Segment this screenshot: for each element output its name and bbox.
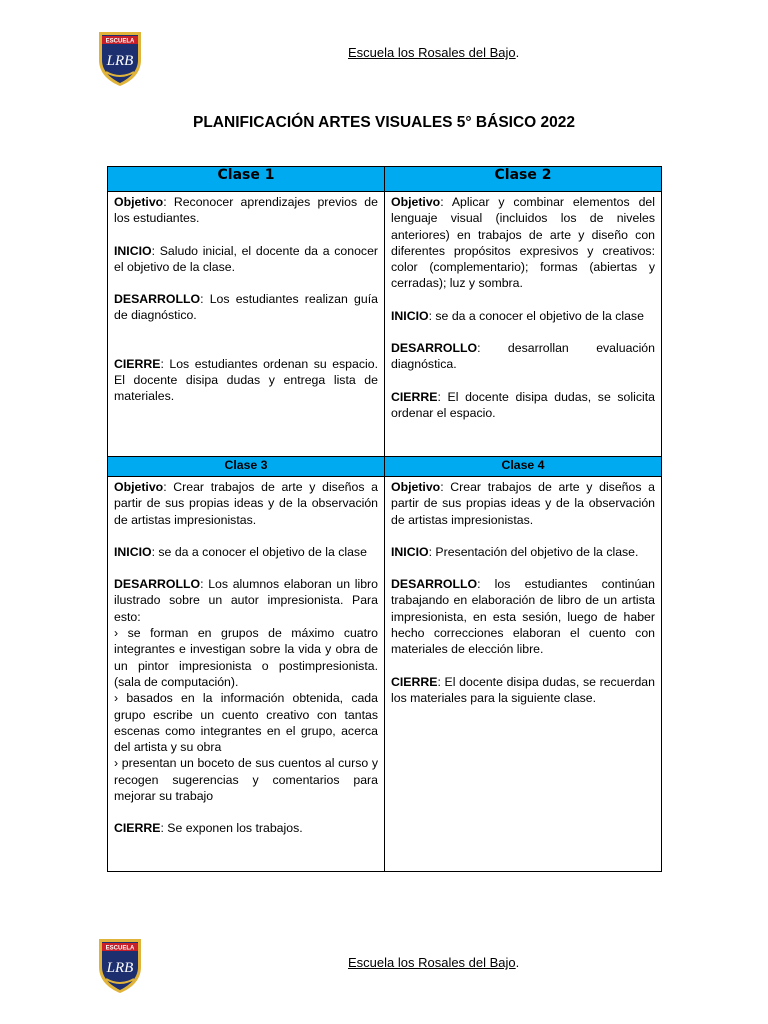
school-name-footer: Escuela los Rosales del Bajo. [348,955,520,970]
svg-text:ESCUELA: ESCUELA [105,38,135,45]
clase-2-header: Clase 2 [385,167,662,192]
clase-3-cell [108,477,385,872]
clase-1-header: Clase 1 [108,167,385,192]
desarrollo: DESARROLLO: los estudiantes continúan trabajando en elaboración de libro de un artista impresionista, en esta sesión, luego de haber hecho correcciones elaboran el cuento con materiales de elección libre. [391,577,655,657]
desarrollo: DESARROLLO: Los alumnos elaboran un libro ilustrado sobre un autor impresionista. Para esto: › se forman en grupos de máximo cuatro integrantes e investigan sobre la vida y obra de un pintor impresionista o postimpresionista. (sala de computación). › basados en la información obtenida, cada grupo escribe un cuento creativo con tantas escenas como integrantes en el grupo, acerca del artista y su obra › presentan un boceto de sus cuentos al curso y recogen sugerencias y comentarios para mejorar su trabajo [114,577,378,804]
svg-text:LRB: LRB [106,53,134,69]
svg-text:ESCUELA: ESCUELA [105,945,135,952]
clase-3-header: Clase 3 [108,457,385,477]
school-name-header: Escuela los Rosales del Bajo. [348,45,520,60]
school-logo-footer [95,935,145,995]
clase-4-header: Clase 4 [385,457,662,477]
objetivo: Objetivo: Crear trabajos de arte y diseños a partir de sus propias ideas y de la observación de artistas impresionistas. [114,480,378,527]
objetivo: Objetivo: Crear trabajos de arte y diseños a partir de sus propias ideas y de la observación de artistas impresionistas. [391,480,655,527]
cierre: CIERRE: Se exponen los trabajos. [114,821,303,836]
cierre: CIERRE: El docente disipa dudas, se solicita ordenar el espacio. [391,389,655,420]
clase-2-cell [385,192,662,457]
svg-text:LRB: LRB [106,960,134,976]
inicio: INICIO: se da a conocer el objetivo de la clase [391,308,644,323]
inicio: INICIO: Presentación del objetivo de la clase. [391,544,639,559]
desarrollo: DESARROLLO: desarrollan evaluación diagnóstica. [391,341,655,372]
desarrollo: DESARROLLO: Los estudiantes realizan guía de diagnóstico. [114,292,378,323]
clase-1-cell [108,192,385,457]
page-title: PLANIFICACIÓN ARTES VISUALES 5° BÁSICO 2022 [193,114,575,131]
school-logo [95,28,145,88]
inicio: INICIO: Saludo inicial, el docente da a conocer el objetivo de la clase. [114,243,378,274]
desarrollo-bullet: › basados en la información obtenida, cada grupo escribe un cuento creativo con tantas escenas como integrantes en el grupo, acerca del artista y su obra [114,691,378,755]
cierre: CIERRE: Los estudiantes ordenan su espacio. El docente disipa dudas y entrega lista de materiales. [114,356,378,404]
desarrollo-bullet: › se forman en grupos de máximo cuatro integrantes e investigan sobre la vida y obra de un pintor impresionista o postimpresionista. (sala de computación). [114,626,378,689]
objetivo: Objetivo: Aplicar y combinar elementos del lenguaje visual (incluidos los de niveles anteriores) en trabajos de arte y diseño con diferentes propósitos expresivos y creativos: color (complementario); formas (abiertas y cerradas); luz y sombra. [391,195,655,291]
cierre: CIERRE: El docente disipa dudas, se recuerdan los materiales para la siguiente clase. [391,674,655,705]
clase-4-cell [385,477,662,872]
inicio: INICIO: se da a conocer el objetivo de la clase [114,544,367,559]
objetivo: Objetivo: Reconocer aprendizajes previos de los estudiantes. [114,195,378,226]
desarrollo-bullet: › presentan un boceto de sus cuentos al curso y recogen sugerencias y comentarios para mejorar su trabajo [114,756,378,804]
planning-table [107,166,662,872]
